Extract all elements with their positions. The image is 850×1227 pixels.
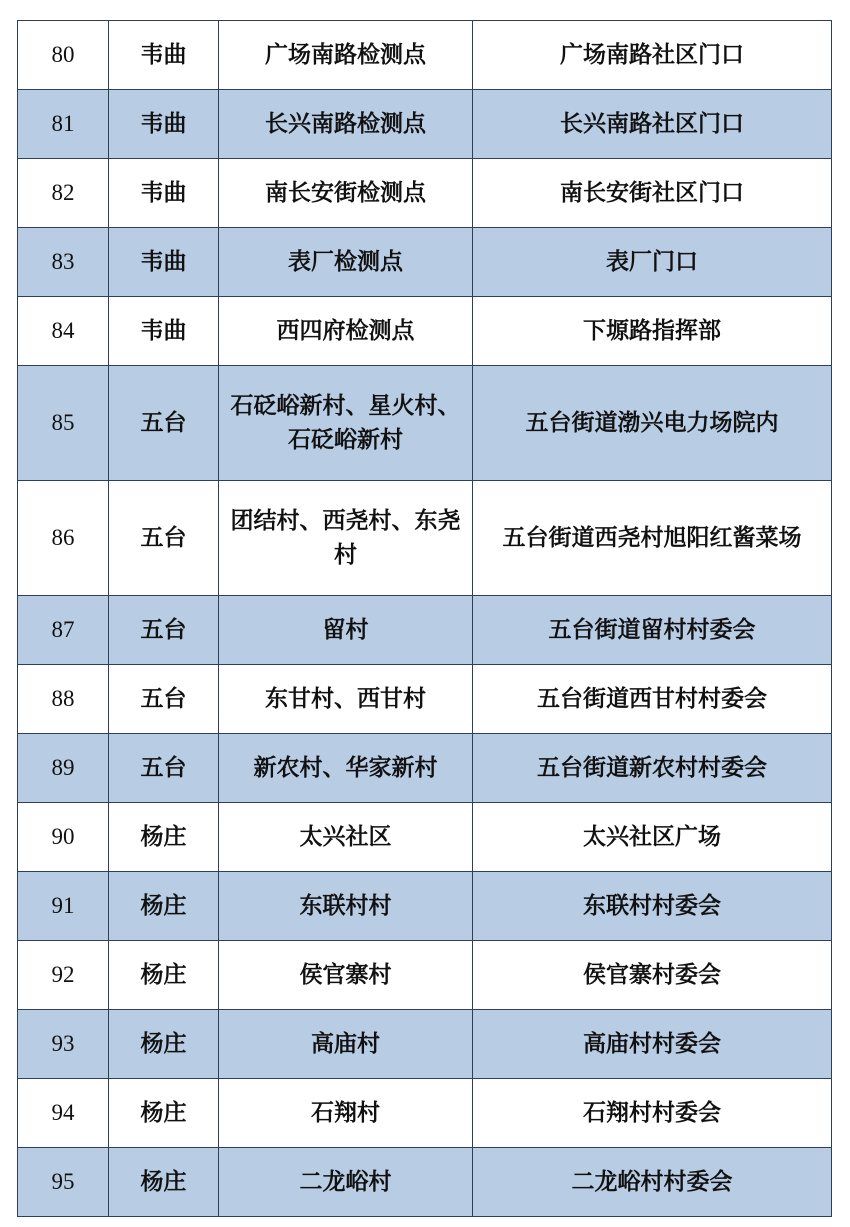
testing-sites-table-container: [17, 20, 832, 1217]
cell-site: 侯官寨村: [219, 941, 473, 1010]
table-row: [18, 596, 832, 665]
cell-site: 新农村、华家新村: [219, 734, 473, 803]
cell-site: 太兴社区: [219, 803, 473, 872]
cell-town: 五台: [109, 665, 219, 734]
table-row: [18, 366, 832, 481]
cell-town: 杨庄: [109, 1148, 219, 1217]
cell-town: 韦曲: [109, 228, 219, 297]
cell-location: 五台街道西尧村旭阳红酱菜场: [473, 481, 832, 596]
cell-town: 五台: [109, 596, 219, 665]
cell-town: 韦曲: [109, 159, 219, 228]
cell-no: 83: [18, 228, 109, 297]
table-row: [18, 1148, 832, 1217]
cell-town: 韦曲: [109, 297, 219, 366]
cell-location: 南长安街社区门口: [473, 159, 832, 228]
cell-town: 五台: [109, 366, 219, 481]
table-row: [18, 159, 832, 228]
table-row: [18, 803, 832, 872]
cell-no: 92: [18, 941, 109, 1010]
cell-location: 广场南路社区门口: [473, 21, 832, 90]
cell-no: 80: [18, 21, 109, 90]
cell-no: 95: [18, 1148, 109, 1217]
cell-no: 91: [18, 872, 109, 941]
table-row: [18, 941, 832, 1010]
cell-no: 89: [18, 734, 109, 803]
cell-no: 88: [18, 665, 109, 734]
cell-site: 二龙峪村: [219, 1148, 473, 1217]
cell-no: 94: [18, 1079, 109, 1148]
cell-site: 留村: [219, 596, 473, 665]
cell-town: 韦曲: [109, 90, 219, 159]
cell-no: 90: [18, 803, 109, 872]
table-row: [18, 21, 832, 90]
cell-site: 南长安街检测点: [219, 159, 473, 228]
cell-location: 高庙村村委会: [473, 1010, 832, 1079]
table-row: [18, 297, 832, 366]
cell-no: 85: [18, 366, 109, 481]
cell-location: 太兴社区广场: [473, 803, 832, 872]
table-row: [18, 1010, 832, 1079]
cell-location: 五台街道西甘村村委会: [473, 665, 832, 734]
cell-location: 五台街道渤兴电力场院内: [473, 366, 832, 481]
table-row: [18, 665, 832, 734]
cell-no: 87: [18, 596, 109, 665]
cell-town: 杨庄: [109, 1010, 219, 1079]
cell-location: 二龙峪村村委会: [473, 1148, 832, 1217]
cell-no: 82: [18, 159, 109, 228]
cell-town: 韦曲: [109, 21, 219, 90]
cell-site: 东甘村、西甘村: [219, 665, 473, 734]
table-row: [18, 872, 832, 941]
cell-site: 东联村村: [219, 872, 473, 941]
cell-site: 西四府检测点: [219, 297, 473, 366]
cell-location: 长兴南路社区门口: [473, 90, 832, 159]
cell-site: 长兴南路检测点: [219, 90, 473, 159]
table-row: [18, 1079, 832, 1148]
cell-town: 杨庄: [109, 1079, 219, 1148]
cell-location: 五台街道新农村村委会: [473, 734, 832, 803]
cell-site: 表厂检测点: [219, 228, 473, 297]
cell-site: 石砭峪新村、星火村、石砭峪新村: [219, 366, 473, 481]
cell-no: 84: [18, 297, 109, 366]
table-row: [18, 90, 832, 159]
cell-no: 93: [18, 1010, 109, 1079]
cell-site: 团结村、西尧村、东尧村: [219, 481, 473, 596]
cell-town: 杨庄: [109, 941, 219, 1010]
cell-site: 石翔村: [219, 1079, 473, 1148]
cell-location: 石翔村村委会: [473, 1079, 832, 1148]
testing-sites-table: [17, 20, 832, 1217]
cell-no: 81: [18, 90, 109, 159]
cell-town: 五台: [109, 734, 219, 803]
cell-location: 表厂门口: [473, 228, 832, 297]
cell-site: 广场南路检测点: [219, 21, 473, 90]
table-row: [18, 481, 832, 596]
cell-location: 侯官寨村委会: [473, 941, 832, 1010]
cell-town: 五台: [109, 481, 219, 596]
cell-location: 东联村村委会: [473, 872, 832, 941]
table-row: [18, 734, 832, 803]
cell-site: 高庙村: [219, 1010, 473, 1079]
cell-location: 五台街道留村村委会: [473, 596, 832, 665]
cell-town: 杨庄: [109, 872, 219, 941]
cell-town: 杨庄: [109, 803, 219, 872]
cell-location: 下塬路指挥部: [473, 297, 832, 366]
cell-no: 86: [18, 481, 109, 596]
table-row: [18, 228, 832, 297]
